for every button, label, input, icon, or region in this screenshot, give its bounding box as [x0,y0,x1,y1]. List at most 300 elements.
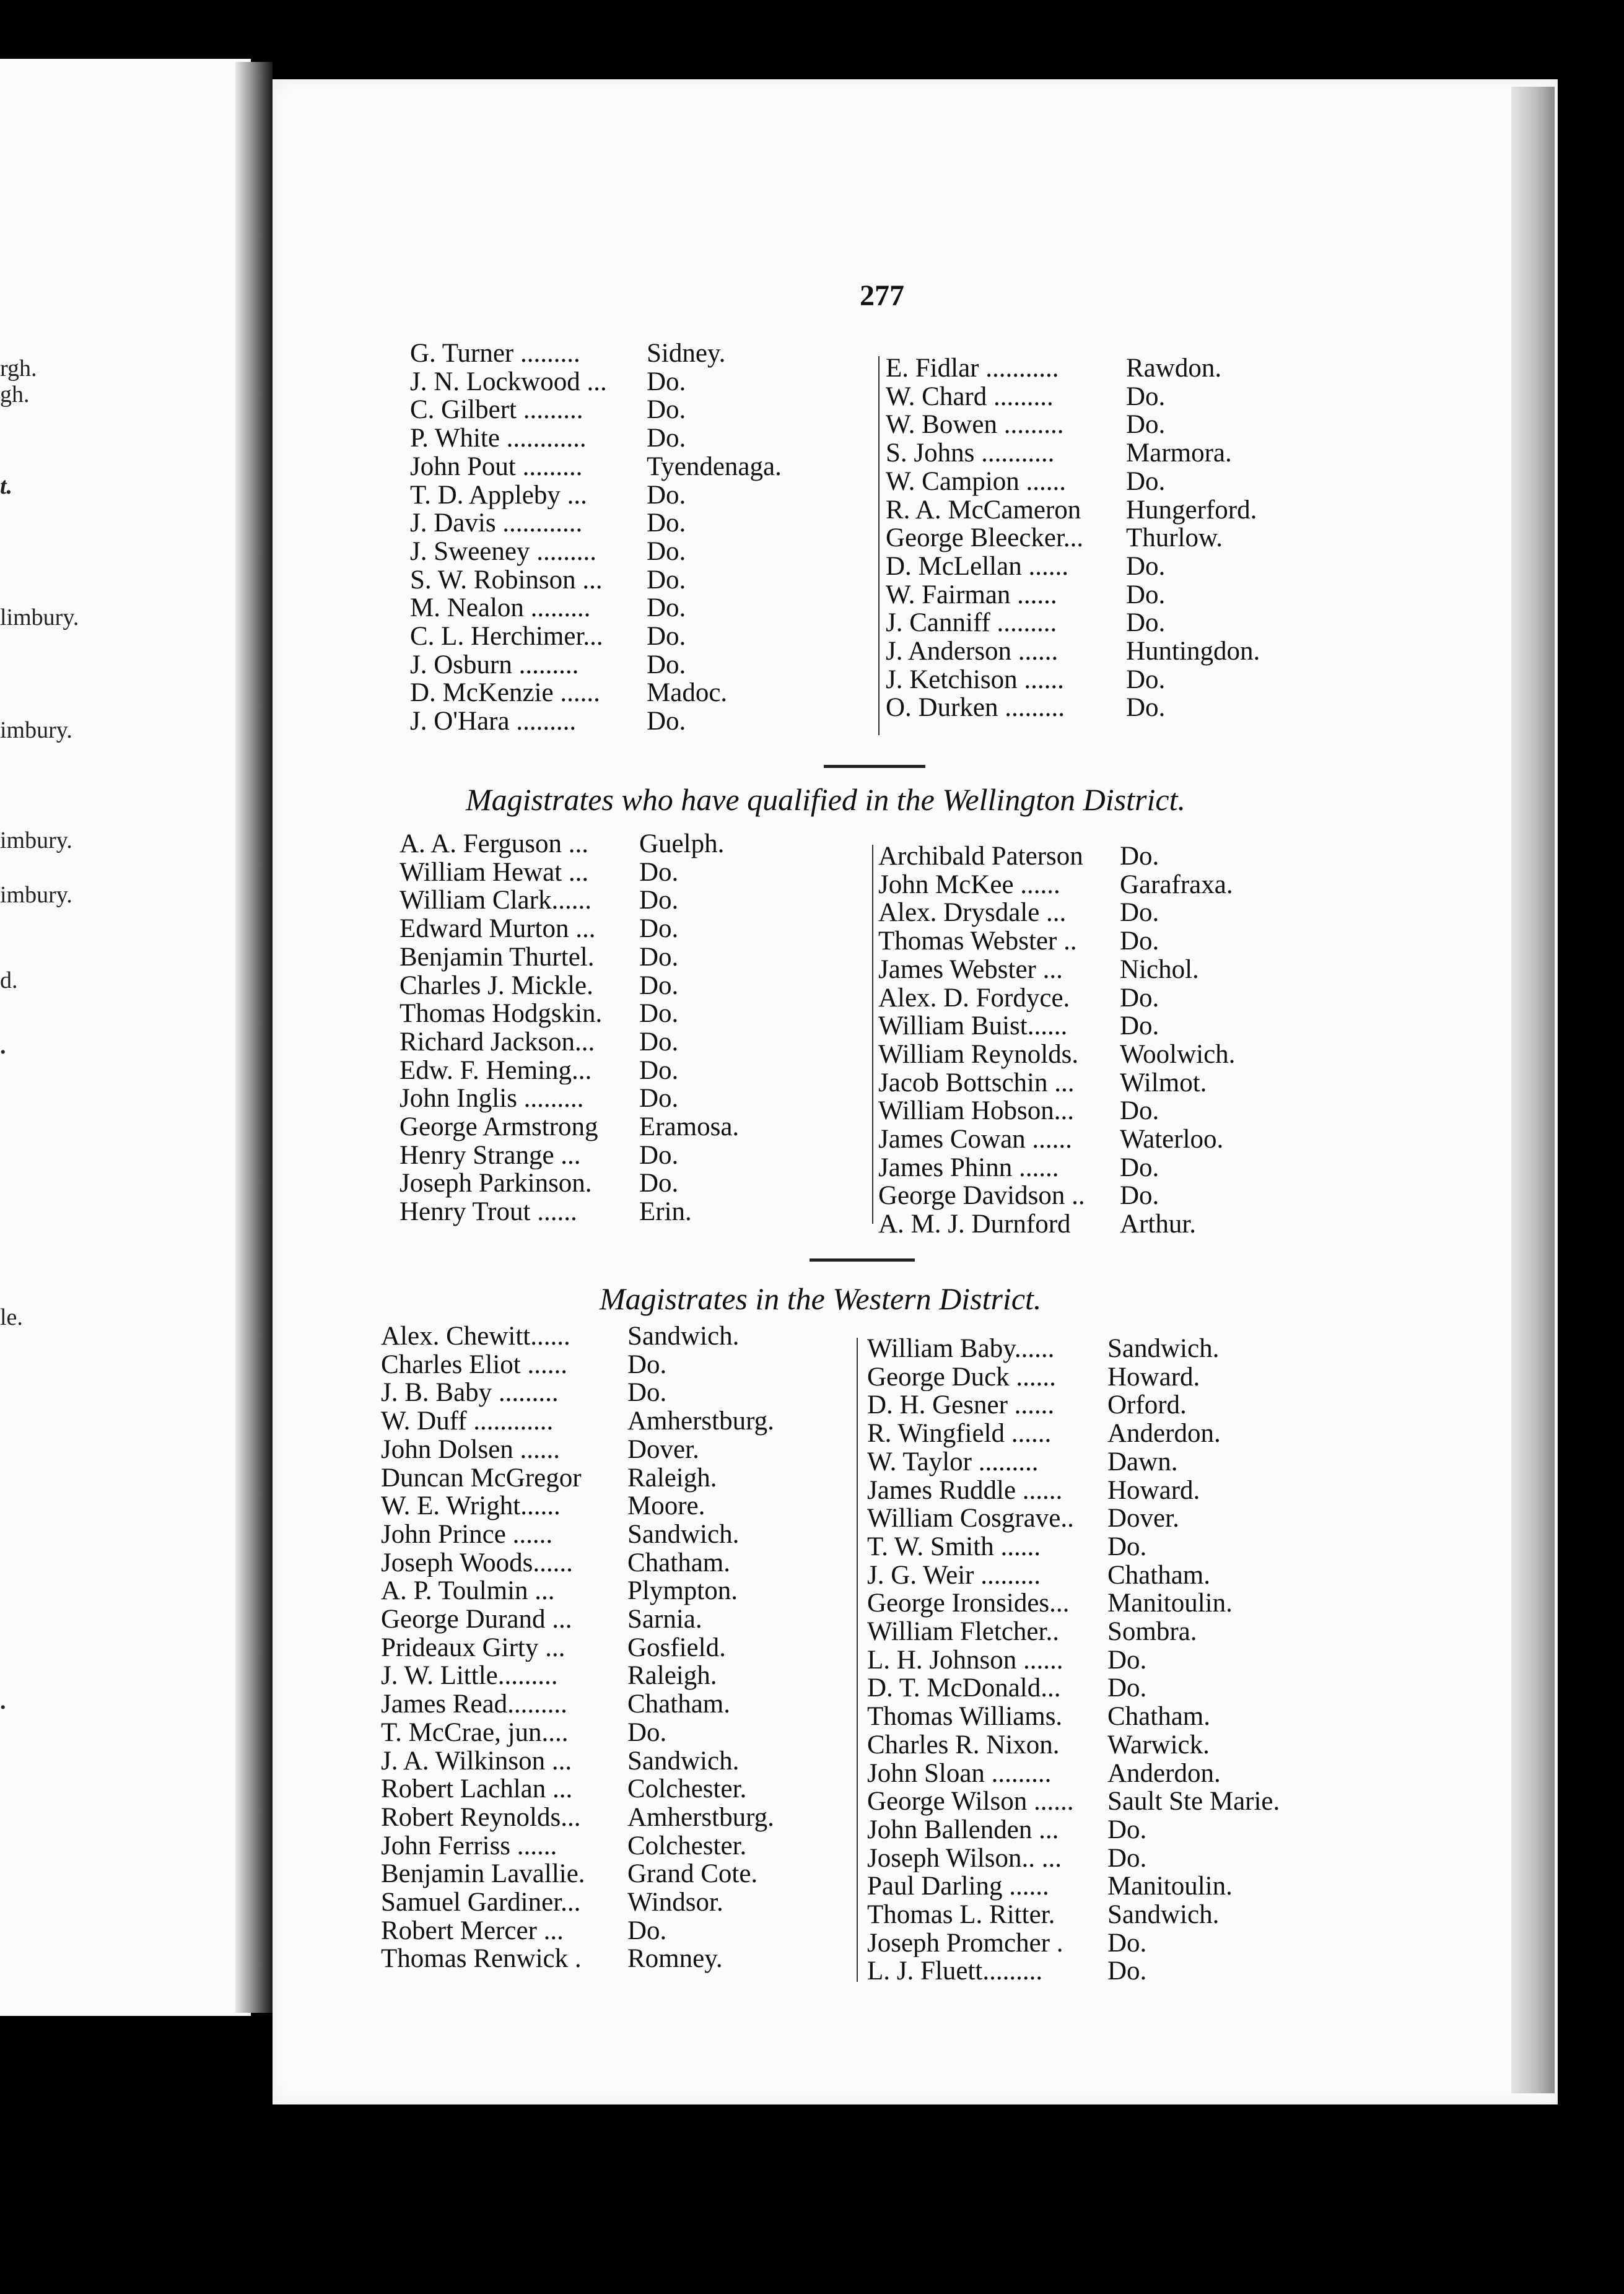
magistrate-name: C. Gilbert ......... [410,396,583,425]
magistrate-name: P. White ............ [410,424,587,453]
magistrate-entry [867,1787,1280,1816]
magistrate-name: Duncan McGregor [381,1463,582,1493]
magistrate-name: Joseph Promcher . [867,1929,1063,1958]
magistrate-place: Do. [647,536,686,566]
magistrate-name: W. Duff ............ [381,1407,554,1436]
left-page-fragment: imbury. [0,827,72,853]
magistrate-name: M. Nealon ......... [410,594,591,623]
magistrate-name: T. McCrae, jun.... [381,1718,569,1747]
magistrate-place: Do. [1126,410,1166,440]
magistrate-place: Do. [1107,1815,1147,1844]
magistrate-name: J. O'Hara ......... [410,707,577,736]
magistrate-entry [399,915,739,943]
magistrate-name: J. G. Weir ......... [867,1561,1041,1590]
magistrate-entry [886,524,1260,552]
magistrate-name: John Ferriss ...... [381,1831,557,1860]
magistrate-entry [410,707,782,736]
magistrate-place: Do. [1126,580,1166,609]
magistrate-name: John Dolsen ...... [381,1435,561,1464]
magistrate-name: James Phinn ...... [878,1153,1059,1182]
magistrate-name: Robert Lachlan ... [381,1775,573,1803]
magistrate-entry [867,1957,1280,1986]
magistrate-name: Paul Darling ...... [867,1872,1049,1901]
magistrate-place: Do. [1107,1956,1147,1986]
magistrate-entry [381,1492,774,1520]
magistrate-name: Alex. Drysdale ... [878,899,1067,928]
magistrate-place: Erin. [639,1197,692,1227]
magistrate-place: Sombra. [1107,1617,1197,1647]
magistrate-place: Howard. [1107,1362,1200,1392]
magistrate-entry [381,1351,774,1379]
magistrate-place: Thurlow. [1126,523,1223,553]
magistrate-place: Do. [1107,1673,1147,1703]
magistrate-place: Wilmot. [1120,1068,1207,1097]
magistrate-entry [886,609,1260,637]
magistrate-entry [381,1888,774,1917]
magistrate-name: J. Osburn ......... [410,650,579,679]
magistrate-name: A. A. Ferguson ... [399,830,589,858]
magistrate-name: Benjamin Thurtel. [399,943,595,972]
magistrate-name: D. McLellan ...... [886,552,1068,581]
magistrate-entry [381,1747,774,1776]
magistrate-place: Do. [647,395,686,425]
left-page-fragment: gh. [0,382,30,408]
magistrate-place: Do. [647,622,686,652]
magistrate-name: S. W. Robinson ... [410,565,603,595]
magistrate-place: Do. [1126,608,1166,638]
magistrate-entry [886,637,1260,666]
magistrate-entry [381,1860,774,1888]
magistrate-name: Edw. F. Heming... [399,1056,592,1085]
magistrate-place: Moore. [627,1491,705,1521]
magistrate-entry [867,1646,1280,1675]
magistrate-entry [399,858,739,887]
magistrate-place: Guelph. [639,829,725,858]
magistrate-entry [381,1520,774,1549]
section2-heading: Magistrates who have qualified in the Wellington District. [466,782,1185,817]
magistrate-name: S. Johns ........... [886,439,1055,468]
magistrate-name: R. Wingfield ...... [867,1420,1052,1448]
magistrate-place: Do. [1126,382,1166,411]
magistrate-place: Do. [639,942,679,972]
magistrate-entry [381,1662,774,1690]
magistrate-name: James Cowan ...... [878,1125,1072,1154]
magistrate-place: Do. [627,1717,667,1747]
magistrate-place: Do. [639,914,679,944]
magistrate-entry [886,552,1260,581]
magistrate-place: Do. [1126,466,1166,496]
magistrate-name: Robert Reynolds... [381,1803,581,1832]
magistrate-name: A. M. J. Durnford [878,1210,1071,1239]
magistrate-name: James Webster ... [878,955,1063,984]
magistrate-entry [878,956,1235,984]
magistrate-entry [381,1577,774,1605]
magistrate-entry [399,943,739,972]
magistrate-entry [399,1084,739,1113]
magistrate-place: Do. [1120,927,1159,956]
magistrate-entry [867,1504,1280,1533]
magistrate-name: W. E. Wright...... [381,1492,561,1520]
magistrate-name: Thomas Hodgskin. [399,1000,603,1028]
magistrate-entry [410,566,782,595]
magistrate-entry [399,886,739,915]
magistrate-entry [410,651,782,679]
magistrate-place: Do. [627,1378,667,1408]
magistrate-entry [399,972,739,1000]
magistrate-name: William Fletcher.. [867,1618,1059,1646]
magistrate-place: Howard. [1107,1475,1200,1505]
magistrate-place: Sault Ste Marie. [1107,1787,1280,1816]
magistrate-entry [878,927,1235,956]
magistrate-entry [381,1945,774,1973]
magistrate-place: Do. [647,424,686,453]
magistrate-place: Anderdon. [1107,1758,1221,1788]
magistrate-name: Charles Eliot ...... [381,1350,567,1379]
magistrate-name: Alex. Chewitt...... [381,1322,570,1351]
section1-left-column [410,339,782,736]
magistrate-name: Thomas Webster .. [878,927,1077,956]
magistrate-entry [886,496,1260,525]
magistrate-entry [410,679,782,707]
magistrate-entry [878,1125,1235,1154]
magistrate-place: Dawn. [1107,1447,1178,1476]
magistrate-place: Do. [647,367,686,396]
magistrate-name: George Duck ...... [867,1363,1056,1392]
magistrate-place: Sarnia. [627,1605,702,1634]
magistrate-place: Rawdon. [1126,354,1222,383]
magistrate-place: Do. [627,1350,667,1379]
magistrate-entry [410,396,782,424]
magistrate-name: J. W. Little......... [381,1662,558,1691]
magistrate-place: Do. [1120,1096,1159,1126]
magistrate-name: W. Chard ......... [886,382,1054,411]
magistrate-name: Richard Jackson... [399,1027,595,1057]
magistrate-entry [381,1634,774,1662]
magistrate-place: Orford. [1107,1390,1187,1420]
book-gutter [235,62,273,2013]
magistrate-entry [399,830,739,858]
magistrate-name: William Buist...... [878,1012,1068,1040]
magistrate-place: Do. [1107,1843,1147,1873]
magistrate-name: William Baby...... [867,1335,1055,1363]
left-page-fragment: imbury. [0,717,72,743]
page-edge [1511,87,1555,2093]
magistrate-name: George Armstrong [399,1113,598,1141]
column-divider [857,1338,858,1982]
magistrate-entry [878,1012,1235,1040]
magistrate-name: Joseph Parkinson. [399,1169,592,1198]
magistrate-entry [410,509,782,538]
magistrate-name: W. Fairman ...... [886,580,1057,609]
magistrate-place: Garafraxa. [1120,870,1233,899]
magistrate-name: John Inglis ......... [399,1084,584,1114]
magistrate-place: Warwick. [1107,1730,1210,1760]
magistrate-place: Do. [639,1140,679,1170]
magistrate-place: Chatham. [1107,1560,1210,1590]
magistrate-entry [381,1690,774,1719]
magistrate-entry [878,871,1235,899]
magistrate-name: William Cosgrave.. [867,1504,1074,1533]
magistrate-name: Robert Mercer ... [381,1916,564,1945]
magistrate-place: Sidney. [647,339,726,368]
magistrate-name: J. Canniff ......... [886,609,1057,638]
magistrate-entry [886,411,1260,439]
magistrate-name: Joseph Wilson.. ... [867,1844,1062,1873]
magistrate-place: Sandwich. [1107,1334,1220,1363]
magistrate-name: Archibald Paterson [878,842,1083,871]
magistrate-entry [867,1674,1280,1703]
magistrate-entry [399,1169,739,1198]
magistrate-entry [867,1363,1280,1392]
magistrate-name: E. Fidlar ........... [886,354,1059,383]
magistrate-place: Do. [1120,1181,1159,1211]
magistrate-name: John Prince ...... [381,1520,553,1549]
magistrate-name: James Ruddle ...... [867,1476,1063,1505]
magistrate-entry [410,368,782,396]
magistrate-entry [878,984,1235,1013]
magistrate-name: W. Bowen ......... [886,411,1064,440]
magistrate-entry [878,842,1235,871]
magistrate-place: Waterloo. [1120,1125,1224,1154]
magistrate-name: W. Taylor ......... [867,1447,1039,1476]
magistrate-entry [381,1917,774,1945]
magistrate-name: Prideaux Girty ... [381,1633,565,1662]
magistrate-name: J. Davis ............ [410,509,583,538]
magistrate-place: Do. [1120,1153,1159,1182]
left-page [0,59,251,2016]
magistrate-entry [381,1775,774,1803]
magistrate-entry [886,581,1260,609]
magistrate-entry [867,1391,1280,1420]
magistrate-entry [867,1929,1280,1958]
left-page-fragment: le. [0,1304,23,1330]
magistrate-entry [886,468,1260,496]
magistrate-place: Chatham. [627,1548,730,1577]
magistrate-place: Do. [639,1084,679,1114]
page-number: 277 [860,279,904,312]
magistrate-name: Joseph Woods...... [381,1548,573,1577]
magistrate-name: T. D. Appleby ... [410,481,587,510]
magistrate-entry [410,453,782,481]
magistrate-name: George Davidson .. [878,1182,1085,1211]
magistrate-place: Raleigh. [627,1661,717,1691]
magistrate-place: Colchester. [627,1831,747,1860]
left-page-fragment: limbury. [0,604,79,630]
magistrate-place: Do. [647,480,686,510]
magistrate-entry [867,1533,1280,1561]
magistrate-entry [867,1844,1280,1873]
magistrate-entry [886,439,1260,468]
magistrate-name: Henry Strange ... [399,1141,581,1170]
magistrate-name: George Wilson ...... [867,1787,1074,1816]
magistrate-name: William Reynolds. [878,1040,1079,1069]
magistrate-name: L. J. Fluett......... [867,1957,1043,1986]
magistrate-place: Dover. [1107,1504,1179,1533]
magistrate-entry [399,1057,739,1085]
magistrate-entry [410,481,782,510]
magistrate-place: Do. [1107,1928,1147,1958]
magistrate-name: Alex. D. Fordyce. [878,983,1070,1013]
magistrate-place: Do. [647,508,686,538]
magistrate-name: G. Turner ......... [410,339,580,368]
magistrate-entry [878,1154,1235,1182]
magistrate-name: Thomas L. Ritter. [867,1901,1055,1929]
magistrate-entry [381,1605,774,1634]
magistrate-entry [867,1816,1280,1844]
magistrate-entry [878,1210,1235,1239]
magistrate-name: J. Anderson ...... [886,637,1059,666]
magistrate-name: John Pout ......... [410,452,583,481]
magistrate-entry [867,1703,1280,1731]
magistrate-place: Do. [647,593,686,623]
magistrate-entry [381,1379,774,1407]
magistrate-place: Hungerford. [1126,495,1257,525]
magistrate-place: Do. [639,857,679,887]
magistrate-name: Thomas Williams. [867,1703,1063,1731]
magistrate-place: Do. [639,1055,679,1085]
magistrate-entry [867,1901,1280,1929]
magistrate-name: Charles R. Nixon. [867,1730,1060,1760]
magistrate-entry [381,1464,774,1493]
magistrate-place: Sandwich. [627,1519,740,1549]
magistrate-place: Do. [647,650,686,679]
magistrate-entry [867,1618,1280,1646]
section3-heading: Magistrates in the Western District. [600,1281,1042,1316]
magistrate-entry [878,1182,1235,1210]
section1-right-column [886,354,1260,722]
magistrate-name: George Durand ... [381,1605,572,1634]
section2-right-column [878,842,1235,1239]
magistrate-place: Do. [1126,693,1166,723]
magistrate-place: Madoc. [647,678,728,708]
magistrate-entry [410,424,782,453]
magistrate-entry [867,1448,1280,1476]
magistrate-name: John McKee ...... [878,870,1060,899]
magistrate-name: Thomas Renwick . [381,1945,582,1974]
magistrate-place: Manitoulin. [1107,1589,1233,1618]
magistrate-entry [381,1436,774,1464]
magistrate-entry [410,339,782,368]
magistrate-entry [399,1198,739,1226]
magistrate-entry [381,1832,774,1860]
magistrate-entry [410,622,782,651]
magistrate-entry [381,1322,774,1351]
section3-right-column [867,1335,1280,1986]
magistrate-entry [399,1141,739,1170]
magistrate-place: Romney. [627,1944,723,1974]
magistrate-entry [399,1000,739,1028]
magistrate-name: Samuel Gardiner... [381,1888,581,1917]
magistrate-entry [886,694,1260,722]
magistrate-entry [878,899,1235,927]
magistrate-place: Plympton. [627,1576,738,1606]
magistrate-place: Colchester. [627,1774,747,1804]
column-divider [872,845,873,1224]
magistrate-entry [399,1028,739,1057]
magistrate-place: Windsor. [627,1888,723,1917]
magistrate-place: Sandwich. [627,1746,740,1776]
left-page-fragment: rgh. [0,355,37,382]
magistrate-place: Manitoulin. [1107,1872,1233,1901]
magistrate-entry [867,1335,1280,1363]
magistrate-entry [867,1476,1280,1505]
magistrate-place: Do. [639,999,679,1029]
magistrate-entry [381,1407,774,1436]
magistrate-name: John Sloan ......... [867,1759,1052,1788]
magistrate-name: William Clark...... [399,886,592,915]
magistrate-entry [867,1872,1280,1901]
magistrate-name: C. L. Herchimer... [410,622,603,651]
magistrate-place: Do. [647,565,686,595]
magistrate-entry [381,1803,774,1832]
magistrate-place: Chatham. [1107,1702,1210,1732]
magistrate-entry [886,666,1260,694]
magistrate-entry [381,1719,774,1747]
magistrate-place: Do. [1107,1645,1147,1675]
magistrate-entry [381,1549,774,1577]
magistrate-entry [867,1589,1280,1618]
magistrate-entry [867,1420,1280,1448]
magistrate-place: Sandwich. [627,1322,740,1351]
magistrate-place: Marmora. [1126,438,1232,468]
magistrate-name: George Bleecker... [886,524,1084,552]
magistrate-place: Do. [639,1169,679,1198]
magistrate-name: A. P. Toulmin ... [381,1577,555,1606]
magistrate-place: Do. [639,886,679,915]
magistrate-place: Do. [639,970,679,1000]
left-page-fragment: imbury. [0,882,72,908]
magistrate-place: Huntingdon. [1126,637,1260,666]
magistrate-place: Do. [1120,983,1159,1013]
magistrate-place: Amherstburg. [627,1406,774,1436]
magistrate-place: Tyendenaga. [647,451,782,481]
magistrate-place: Amherstburg. [627,1802,774,1832]
magistrate-name: W. Campion ...... [886,467,1067,496]
magistrate-place: Grand Cote. [627,1859,758,1889]
magistrate-place: Dover. [627,1434,699,1464]
magistrate-name: J. N. Lockwood ... [410,367,607,396]
magistrate-place: Arthur. [1120,1210,1197,1239]
left-page-fragment: t. [0,473,13,499]
magistrate-place: Do. [1107,1532,1147,1561]
magistrate-place: Sandwich. [1107,1900,1220,1930]
left-page-fragment: . [0,1033,6,1059]
magistrate-name: William Hewat ... [399,858,589,887]
magistrate-entry [867,1731,1280,1760]
magistrate-name: R. A. McCameron [886,495,1081,525]
magistrate-place: Do. [1126,551,1166,581]
section2-left-column [399,830,739,1226]
magistrate-place: Raleigh. [627,1463,717,1493]
magistrate-entry [878,1040,1235,1069]
magistrate-name: Benjamin Lavallie. [381,1860,585,1889]
magistrate-entry [867,1561,1280,1590]
magistrate-entry [867,1760,1280,1788]
magistrate-place: Do. [627,1916,667,1945]
magistrate-name: T. W. Smith ...... [867,1532,1041,1561]
magistrate-name: J. Sweeney ......... [410,537,596,566]
left-page-fragment: d. [0,967,18,993]
magistrate-entry [399,1113,739,1141]
magistrate-name: J. A. Wilkinson ... [381,1747,572,1776]
magistrate-name: John Ballenden ... [867,1815,1059,1844]
magistrate-place: Anderdon. [1107,1419,1221,1449]
magistrate-name: Edward Murton ... [399,915,596,943]
section3-left-column [381,1322,774,1973]
magistrate-place: Do. [1120,898,1159,928]
magistrate-entry [878,1097,1235,1125]
magistrate-name: D. T. McDonald... [867,1674,1061,1703]
